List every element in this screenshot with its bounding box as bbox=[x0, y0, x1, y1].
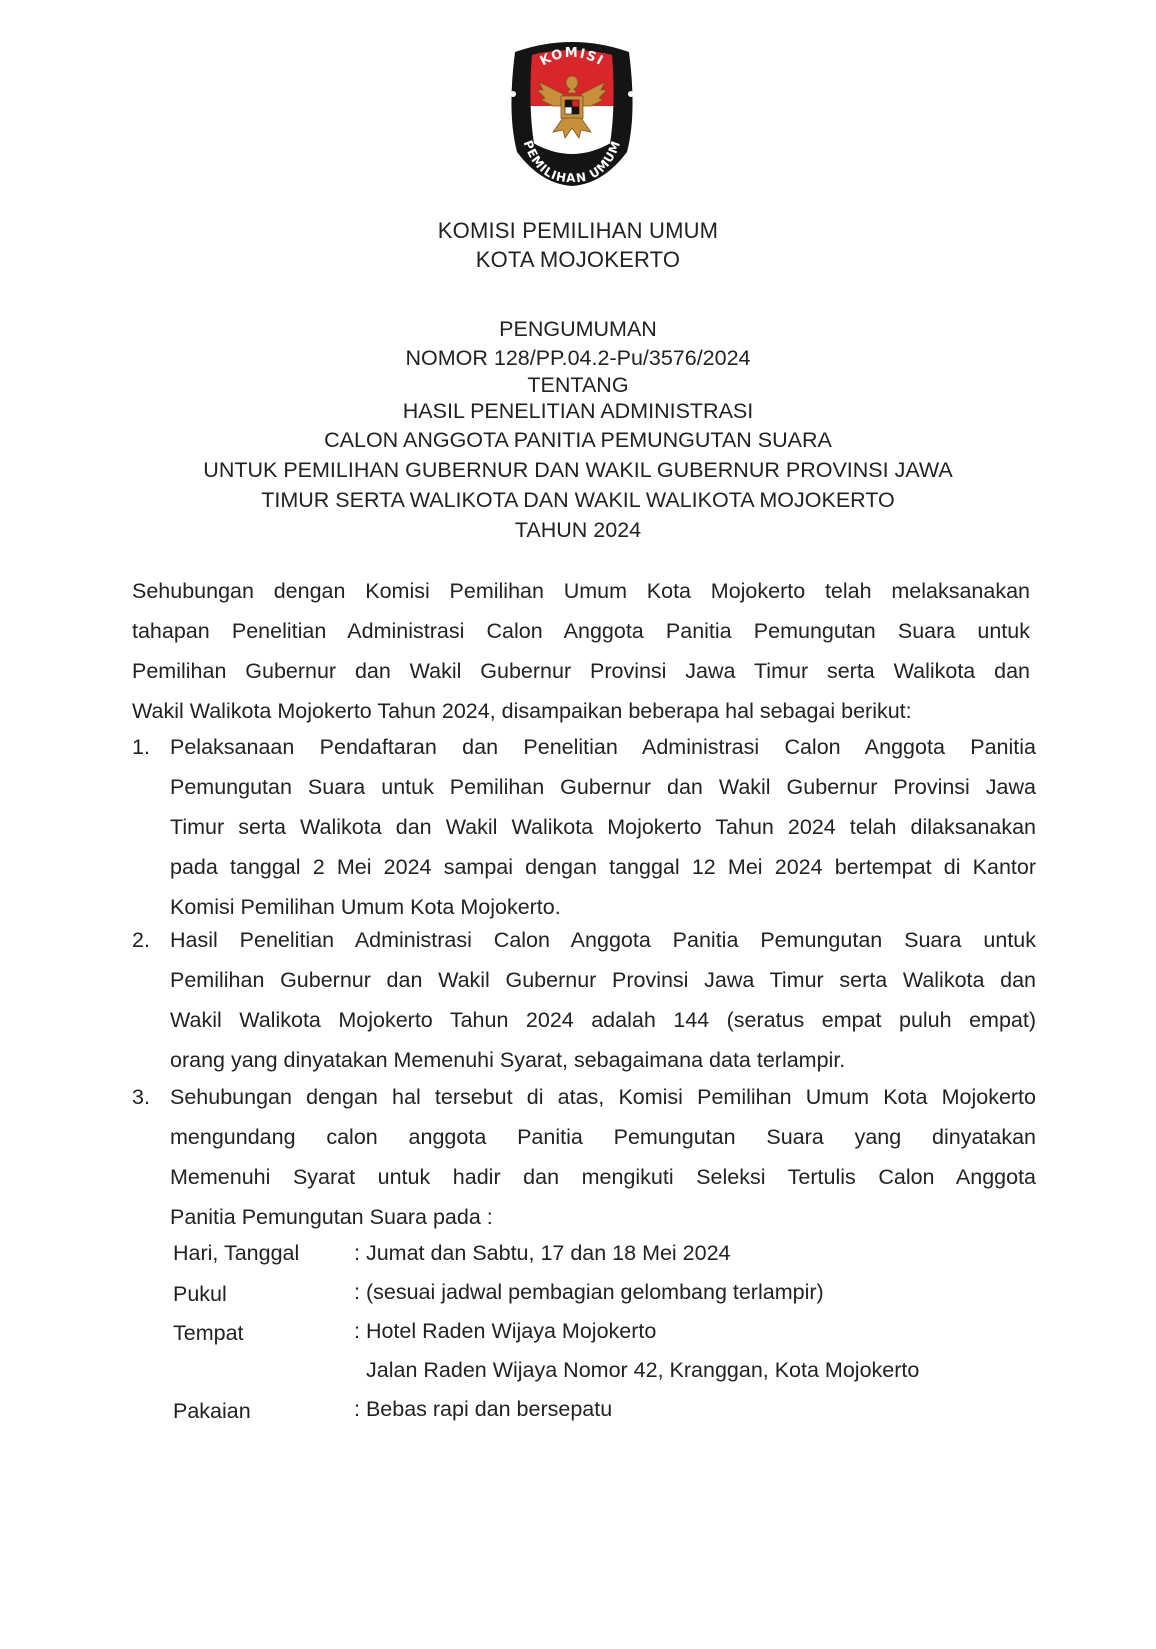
detail-time-label: Pukul bbox=[173, 1282, 227, 1306]
detail-place-label: Tempat bbox=[173, 1321, 244, 1345]
detail-day-label: Hari, Tanggal bbox=[173, 1241, 300, 1265]
list-item-line: Sehubungan dengan hal tersebut di atas, Komisi Pemilihan Umum Kota Mojokerto bbox=[170, 1085, 1036, 1109]
title-line-hasil: HASIL PENELITIAN ADMINISTRASI bbox=[402, 399, 754, 423]
title-tentang: TENTANG bbox=[527, 373, 629, 397]
org-name: KOMISI PEMILIHAN UMUM bbox=[437, 218, 719, 243]
title-line-untuk: UNTUK PEMILIHAN GUBERNUR DAN WAKIL GUBERNUR PROVINSI JAWA bbox=[203, 458, 953, 482]
list-item-line: Panitia Pemungutan Suara pada : bbox=[170, 1205, 493, 1229]
list-item-line: Pemungutan Suara untuk Pemilihan Gubernur dan Wakil Gubernur Provinsi Jawa bbox=[170, 775, 1036, 799]
detail-place-address: Jalan Raden Wijaya Nomor 42, Kranggan, Kota Mojokerto bbox=[366, 1358, 920, 1382]
list-item-body bbox=[170, 920, 1036, 1080]
list-item-line: Hasil Penelitian Administrasi Calon Anggota Panitia Pemungutan Suara untuk bbox=[170, 928, 1036, 952]
list-item-line: mengundang calon anggota Panitia Pemungutan Suara yang dinyatakan bbox=[170, 1125, 1036, 1149]
intro-line: Wakil Walikota Mojokerto Tahun 2024, disampaikan beberapa hal sebagai berikut: bbox=[132, 699, 912, 723]
list-item-line: pada tanggal 2 Mei 2024 sampai dengan tanggal 12 Mei 2024 bertempat di Kantor bbox=[170, 855, 1036, 879]
list-item-line: Pelaksanaan Pendaftaran dan Penelitian Administrasi Calon Anggota Panitia bbox=[170, 735, 1036, 759]
logo-bottom-text: PEMILIHAN UMUM bbox=[520, 138, 624, 186]
garuda-shield bbox=[565, 100, 579, 114]
list-item-line: Pemilihan Gubernur dan Wakil Gubernur Provinsi Jawa Timur serta Walikota dan bbox=[170, 968, 1036, 992]
list-item-line: orang yang dinyatakan Memenuhi Syarat, sebagaimana data terlampir. bbox=[170, 1048, 846, 1072]
list-item-body bbox=[170, 1077, 1036, 1237]
logo-dot-right bbox=[628, 91, 634, 97]
title-line-calon: CALON ANGGOTA PANITIA PEMUNGUTAN SUARA bbox=[324, 428, 832, 452]
logo-dot-left bbox=[510, 91, 516, 97]
intro-line: Sehubungan dengan Komisi Pemilihan Umum Kota Mojokerto telah melaksanakan bbox=[132, 579, 1030, 603]
title-line-tahun: TAHUN 2024 bbox=[514, 518, 642, 542]
kpu-logo bbox=[503, 34, 641, 188]
list-item-line: Timur serta Walikota dan Wakil Walikota Mojokerto Tahun 2024 telah dilaksanakan bbox=[170, 815, 1036, 839]
title-nomor: NOMOR 128/PP.04.2-Pu/3576/2024 bbox=[405, 346, 751, 370]
detail-place-value: : Hotel Raden Wijaya Mojokerto bbox=[354, 1319, 657, 1343]
list-number: 1. bbox=[132, 735, 150, 759]
detail-dress-value: : Bebas rapi dan bersepatu bbox=[354, 1397, 613, 1421]
title-pengumuman: PENGUMUMAN bbox=[499, 317, 657, 341]
list-item-line: Wakil Walikota Mojokerto Tahun 2024 adalah 144 (seratus empat puluh empat) bbox=[170, 1008, 1036, 1032]
detail-day-value: : Jumat dan Sabtu, 17 dan 18 Mei 2024 bbox=[354, 1241, 731, 1265]
logo-top-text: KOMISI bbox=[537, 46, 607, 70]
list-item-line: Memenuhi Syarat untuk hadir dan mengikuti Seleksi Tertulis Calon Anggota bbox=[170, 1165, 1036, 1189]
list-number: 2. bbox=[132, 928, 150, 952]
title-line-timur: TIMUR SERTA WALIKOTA DAN WAKIL WALIKOTA MOJOKERTO bbox=[261, 488, 895, 512]
list-item-line: Komisi Pemilihan Umum Kota Mojokerto. bbox=[170, 895, 561, 919]
intro-line: Pemilihan Gubernur dan Wakil Gubernur Provinsi Jawa Timur serta Walikota dan bbox=[132, 659, 1030, 683]
detail-dress-label: Pakaian bbox=[173, 1399, 251, 1423]
org-city: KOTA MOJOKERTO bbox=[475, 247, 681, 272]
intro-paragraph bbox=[132, 571, 1030, 731]
intro-line: tahapan Penelitian Administrasi Calon Anggota Panitia Pemungutan Suara untuk bbox=[132, 619, 1030, 643]
list-number: 3. bbox=[132, 1085, 150, 1109]
detail-time-value: : (sesuai jadwal pembagian gelombang terlampir) bbox=[354, 1280, 824, 1304]
list-item-body bbox=[170, 727, 1036, 927]
